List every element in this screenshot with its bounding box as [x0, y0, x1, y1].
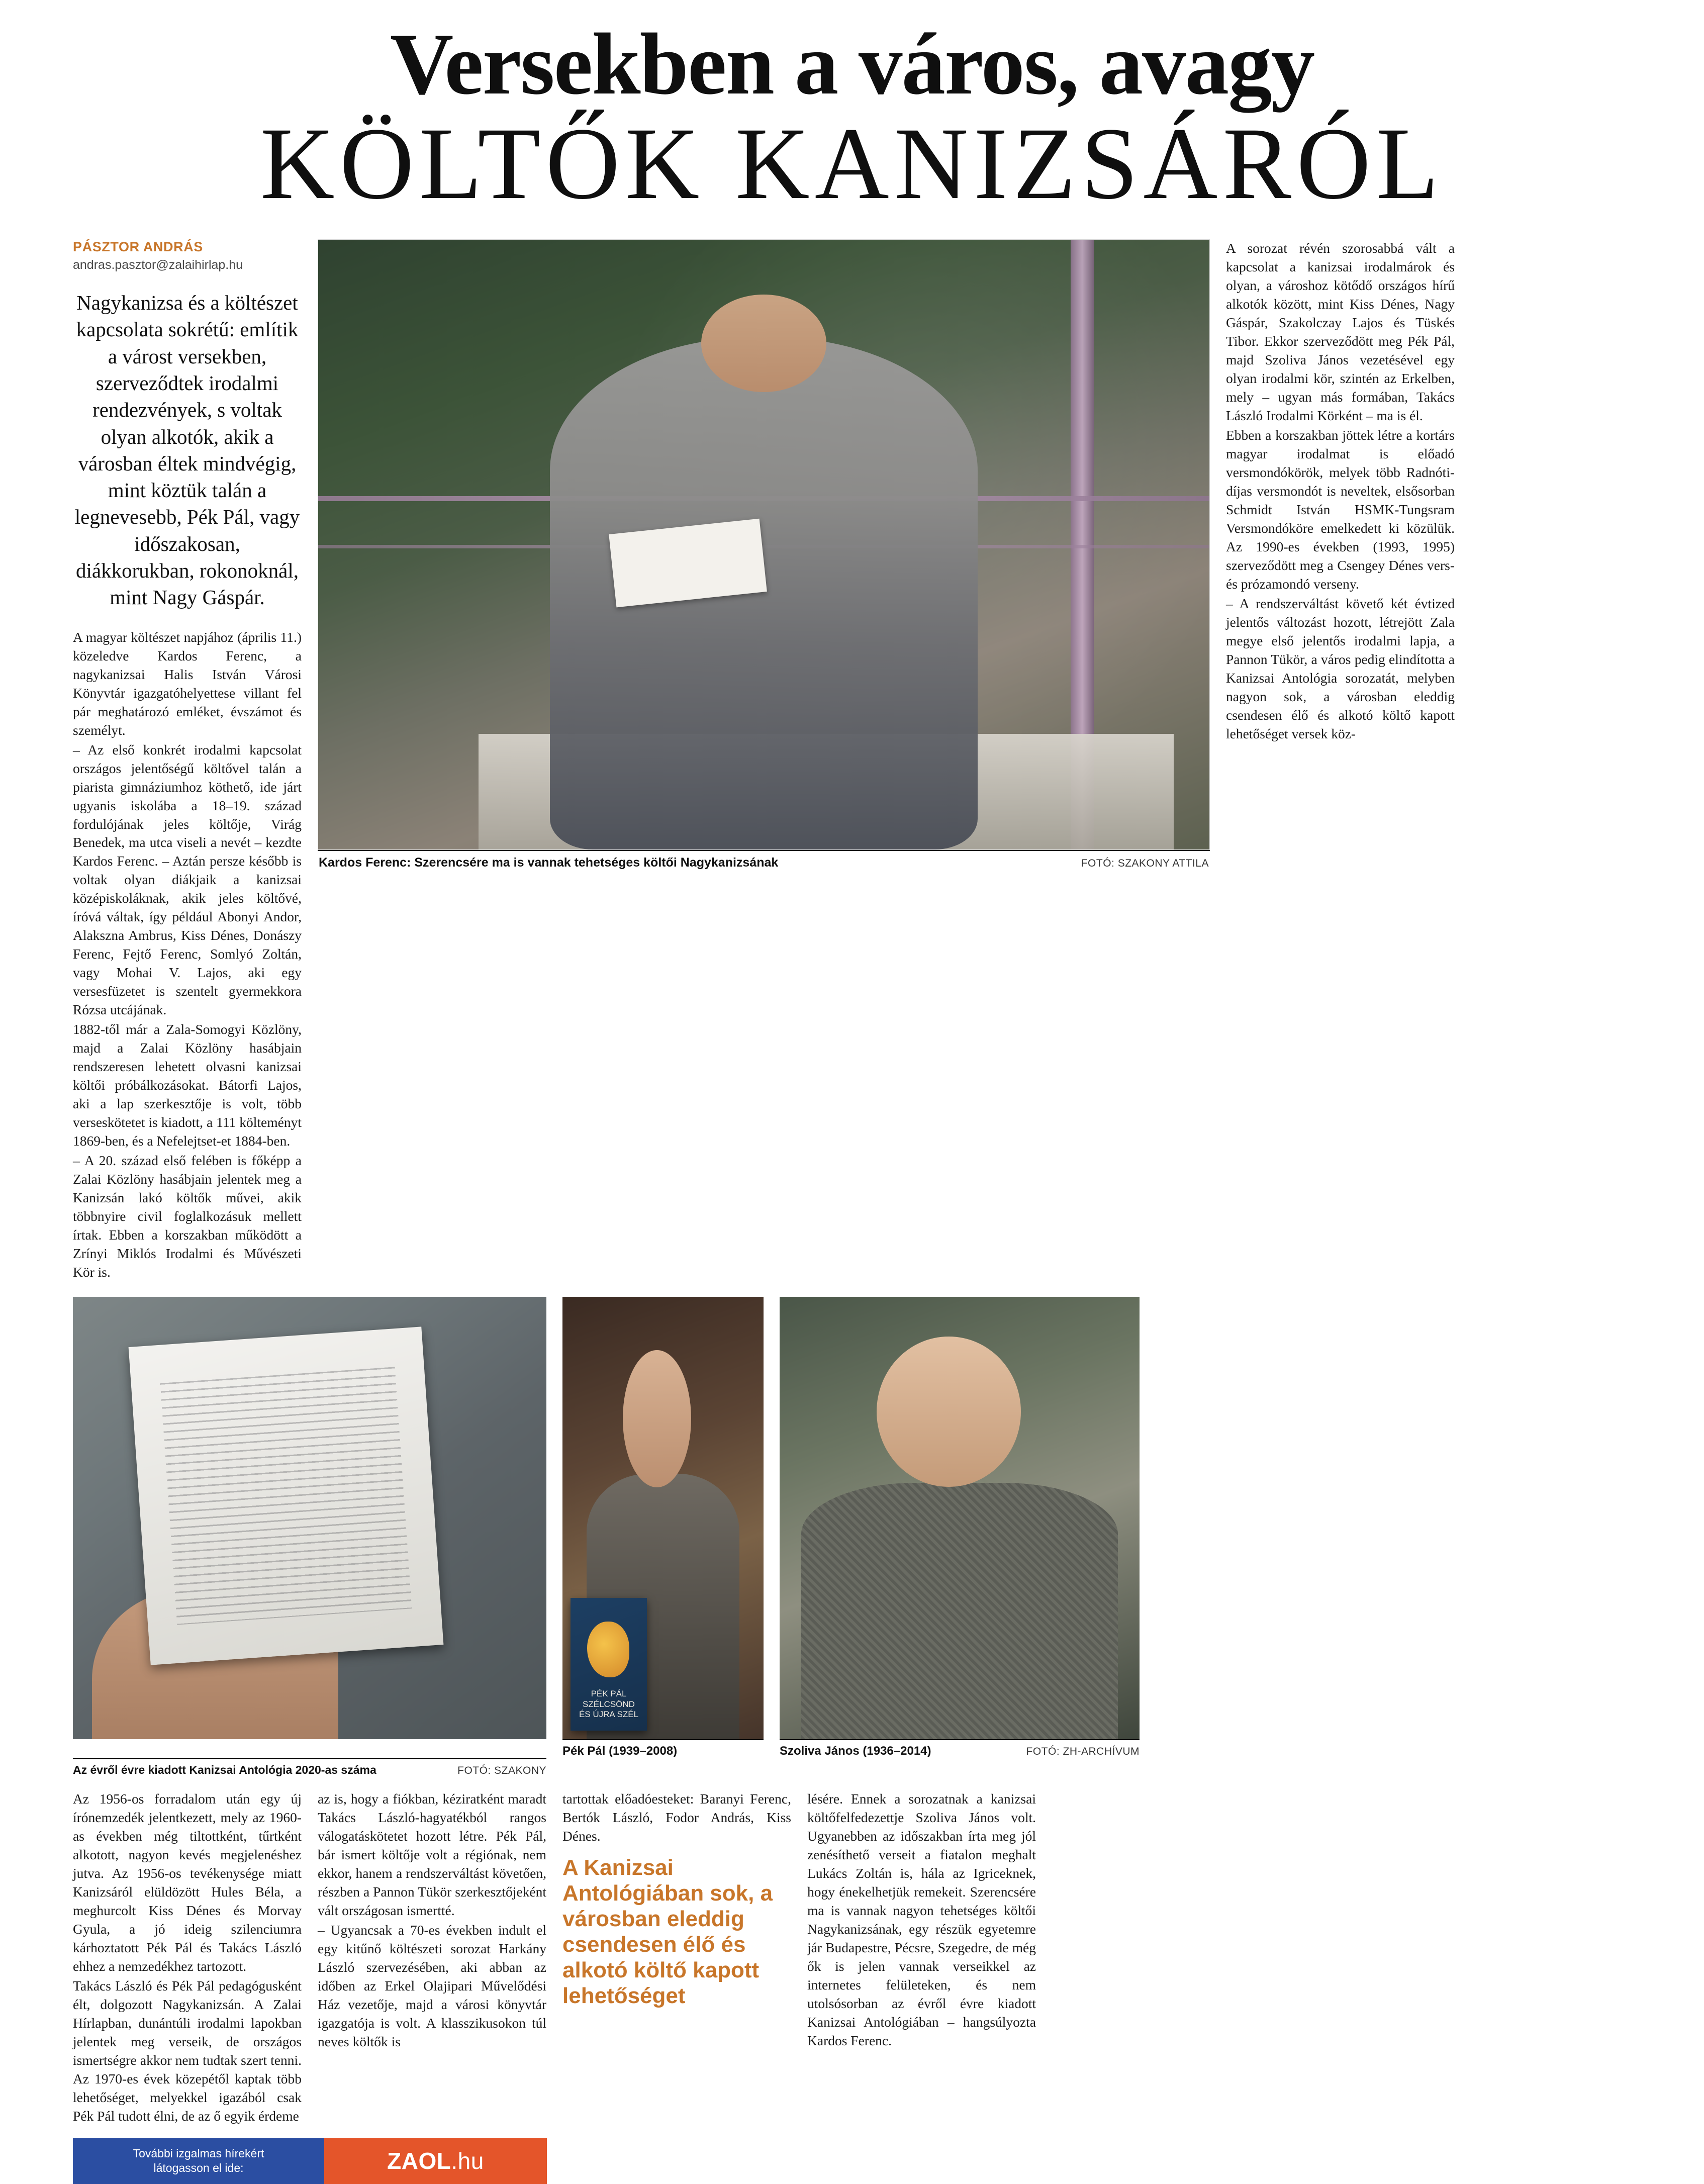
paragraph: – A 20. század első felében is főképp a Zalai Közlöny hasábjain jelentek meg a Kanizsán lakó költők művei, akik többnyire civil foglalkozásuk mellett írtak. Ebben a korszakban működött a Zrínyi Miklós Irodalmi és Művészeti Kör is. — [73, 1153, 302, 1280]
photo-szoliva-block — [780, 1297, 1140, 1758]
ad-line-1: További izgalmas hírekért — [133, 2147, 264, 2160]
ad-brand-name: ZAOL — [387, 2147, 451, 2174]
column-left — [73, 239, 302, 1282]
column-right — [1226, 239, 1455, 743]
ad-banner-text — [73, 2138, 324, 2184]
photo-anthology — [73, 1297, 546, 1739]
article-body — [0, 216, 1704, 2184]
photo-pek-block — [562, 1297, 764, 1758]
photo-anthology-caption: Az évről évre kiadott Kanizsai Antológia 2020-as száma — [73, 1763, 376, 1777]
photo-main-caption: Kardos Ferenc: Szerencsére ma is vannak tehetséges költői Nagykanizsának — [319, 856, 779, 870]
bottom-column-4 — [807, 1790, 1036, 2050]
right-column-text — [1226, 239, 1455, 743]
bottom-column-3 — [562, 1790, 791, 2009]
masthead — [0, 0, 1704, 221]
photo-anthology-block — [73, 1297, 546, 1739]
paragraph: – Ugyancsak a 70-es években indult el egy kitűnő költészeti sorozat Harkány László szervezésében, aki abban az időben az Erkel Olajipari Művelődési Ház vezetője, majd a városi könyvtár igazgatója is volt. A klasszikusokon túl neves költők is — [318, 1922, 546, 2049]
photo-decor-blob — [587, 1622, 629, 1677]
photo-main-credit: FOTÓ: SZAKONY ATTILA — [1081, 858, 1209, 870]
paragraph: 1882-től már a Zala-Somogyi Közlöny, majd a Zalai Közlöny hasábjain rendszeresen lehetett olvasni kanizsai költői próbálkozásokat. Bátorfi Lajos, aki a lap szerkesztője is volt, több verseskötetet is kiadott, a 111 költeményt 1869-ben, és a Nefelejtset-et 1884-ben. — [73, 1021, 302, 1149]
ad-brand-button[interactable] — [324, 2138, 547, 2184]
photo-main-caption-bar — [318, 850, 1210, 870]
byline-email[interactable]: andras.pasztor@zalaihirlap.hu — [73, 258, 243, 272]
pull-quote: A Kanizsai Antológiában sok, a városban eleddig csendesen élő és alkotó költő kapott lehetőséget — [562, 1855, 773, 2009]
photo-anthology-caption-bar — [73, 1758, 546, 1777]
photo-decor-head — [877, 1337, 1020, 1487]
paragraph: – A rendszerváltást követő két évtized jelentős változást hozott, létrejött Zala megye első jelentős irodalmi lapja, a Pannon Tükör, a város pedig elindította a Kanizsai Antológia sorozatát, melyben nagyon sok, a városban eleddig csendesen élő és alkotó költő kapott lehetőséget versek köz- — [1226, 595, 1455, 741]
photo-pek-caption-bar — [562, 1739, 764, 1758]
column-center — [318, 239, 1210, 870]
bottom-text-region — [73, 1790, 1631, 2126]
ad-brand-suffix: .hu — [451, 2147, 484, 2174]
ad-banner[interactable] — [73, 2138, 547, 2184]
paragraph: az is, hogy a fiókban, kéziratként maradt Takács László-hagyatékból rangos válogatáskötetet hozott létre. Pék Pál, bár ismert költője volt a régiónak, nem ekkor, hanem a rendszerváltást követően, részben a Pannon Tükör szerkesztőjeként vált országosan ismertté. — [318, 1791, 546, 1919]
paragraph: tartottak előadóesteket: Baranyi Ferenc, Bertók László, Fodor András, Kiss Dénes. — [562, 1791, 791, 1844]
photo-pek-caption: Pék Pál (1939–2008) — [562, 1744, 678, 1758]
photo-szoliva-janos — [780, 1297, 1140, 1739]
photo-decor-body — [801, 1483, 1118, 1739]
paragraph: Ebben a korszakban jöttek létre a kortárs magyar irodalmat is előadó versmondókörök, melyek több Radnóti-díjas versmondót is neveltek, elsősorban Schmidt István HSMK-Tungsram Versmondóköre emelkedett ki közülük. Az 1990-es években (1993, 1995) szerveződött meg a Csengey Dénes vers- és prózamondó verseny. — [1226, 427, 1455, 592]
paragraph: A sorozat révén szorosabbá vált a kapcsolat a kanizsai irodalmárok és olyan, a városhoz kötődő országos hírű alkotók között, mint Kiss Dénes, Nagy Gáspár, Szakolczay Lajos és Tüskés Tibor. Ekkor szerveződött meg Pék Pál, majd Szoliva János vezetésével egy olyan irodalmi kör, szintén az Erkelben, mely – ugyan más formában, Takács László Irodalmi Körként – ma is él. — [1226, 240, 1455, 423]
photo-decor-head — [701, 295, 826, 392]
top-region — [73, 239, 1631, 1282]
photo-pek-pal — [562, 1297, 764, 1739]
ad-line-2: látogasson el ide: — [153, 2161, 244, 2174]
paragraph: Az 1956-os forradalom után egy új írónemzedék jelentkezett, mely az 1960-as években még tiltottként, tűrtként alkotott, nagyon kevés megjelenéshez jutva. Az 1956-os tevékenysége miatt Kanizsáról elüldözött Hules Béla, a meghurcolt Kiss Dénes és Morvay Gyula, a jó ideig szilenciumra kárhoztatott Pék Pál és Takács László ehhez a nemzedékhez tartozott. — [73, 1791, 302, 1974]
paragraph: Takács László és Pék Pál pedagógusként élt, dolgozott Nagykanizsán. A Zalai Hírlapban, dunántúli irodalmi lapokban jelentek meg verseik, de országos ismertségre akkor nem tudtak szert tenni. Az 1970-es évek közepétől kaptak több lehetőséget, melyekkel igazából csak Pék Pál tudott élni, de az ő egyik érdeme — [73, 1977, 302, 2124]
paragraph: – Az első konkrét irodalmi kapcsolat országos jelentőségű költővel talán a piarista gimnáziumhoz köthető, ide járt ugyanis iskolába a 18–19. század fordulójának jeles költője, Virág Benedek, ma utca viseli a nevét – kezdte Kardos Ferenc. – Aztán persze később is voltak olyan diákjaik a kanizsai középiskoláknak, akik jeles költővé, íróvá váltak, így például Abonyi Andor, Alakszna Ambrus, Kiss Dénes, Donászy Ferenc, Fejtő Ferenc, Somlyó Zoltán, vagy Mohai V. Lajos, aki egy versesfüzetet is szentelt gyermekkora Rózsa utcájának. — [73, 741, 302, 1018]
photo-szoliva-caption-bar — [780, 1739, 1140, 1758]
photo-szoliva-caption: Szoliva János (1936–2014) — [780, 1744, 931, 1758]
photo-szoliva-credit: FOTÓ: ZH-ARCHÍVUM — [1026, 1746, 1140, 1758]
book-cover-title: PÉK PÁL SZÉLCSÖND ÉS ÚJRA SZÉL — [579, 1689, 639, 1720]
mid-photo-region — [73, 1297, 1631, 1758]
photo-decor-figure — [550, 337, 978, 849]
lead-paragraph: Nagykanizsa és a költészet kapcsolata sokrétű: említik a várost versekben, szerveződtek irodalmi rendezvények, s voltak olyan alkotók, akik a városban éltek mindvégig, mint köztük talán a legnevesebb, Pék Pál, vagy időszakosan, diákkorukban, rokonoknál, mint Nagy Gáspár. — [74, 291, 300, 609]
headline-line-1: Versekben a város, avagy — [390, 15, 1314, 113]
byline-author: PÁSZTOR ANDRÁS — [73, 239, 203, 255]
bottom-column-2 — [318, 1790, 546, 2051]
photo-decor-bookcover — [571, 1598, 647, 1731]
paragraph: lésére. Ennek a sorozatnak a kanizsai költőfelfedezettje Szoliva János volt. Ugyanebben az időszakban írta meg jól zenésíthető verseit a fiatalon meghalt Lukács Zoltán is, hála az Igriceknek, hogy énekelhetjük remekeit. Szerencsére ma is vannak nagyon tehetséges költői Nagykanizsának, egy részük egyetemre jár Budapestre, Pécsre, Szegedre, de még ők is jelen vannak verseikkel az internetes felületeken, és nem utolsósorban az évről évre kiadott Kanizsai Antológiában – hangsúlyozta Kardos Ferenc. — [807, 1791, 1036, 2048]
photo-decor-head — [623, 1350, 691, 1487]
photo-decor-textlines — [160, 1367, 412, 1625]
photo-decor-sheet — [128, 1327, 443, 1665]
paragraph: A magyar költészet napjához (április 11.) közeledve Kardos Ferenc, a nagykanizsai Halis István Városi Könyvtár igazgatóhelyettese villant fel pár meghatározó emléket, évszámot és személyt. — [73, 629, 302, 738]
left-column-text — [73, 628, 302, 1282]
photo-kardos-ferenc — [318, 239, 1210, 850]
photo-anthology-credit: FOTÓ: SZAKONY — [457, 1765, 546, 1777]
bottom-column-1 — [73, 1790, 302, 2126]
headline-line-2: KÖLTŐK KANIZSÁRÓL — [260, 107, 1444, 221]
